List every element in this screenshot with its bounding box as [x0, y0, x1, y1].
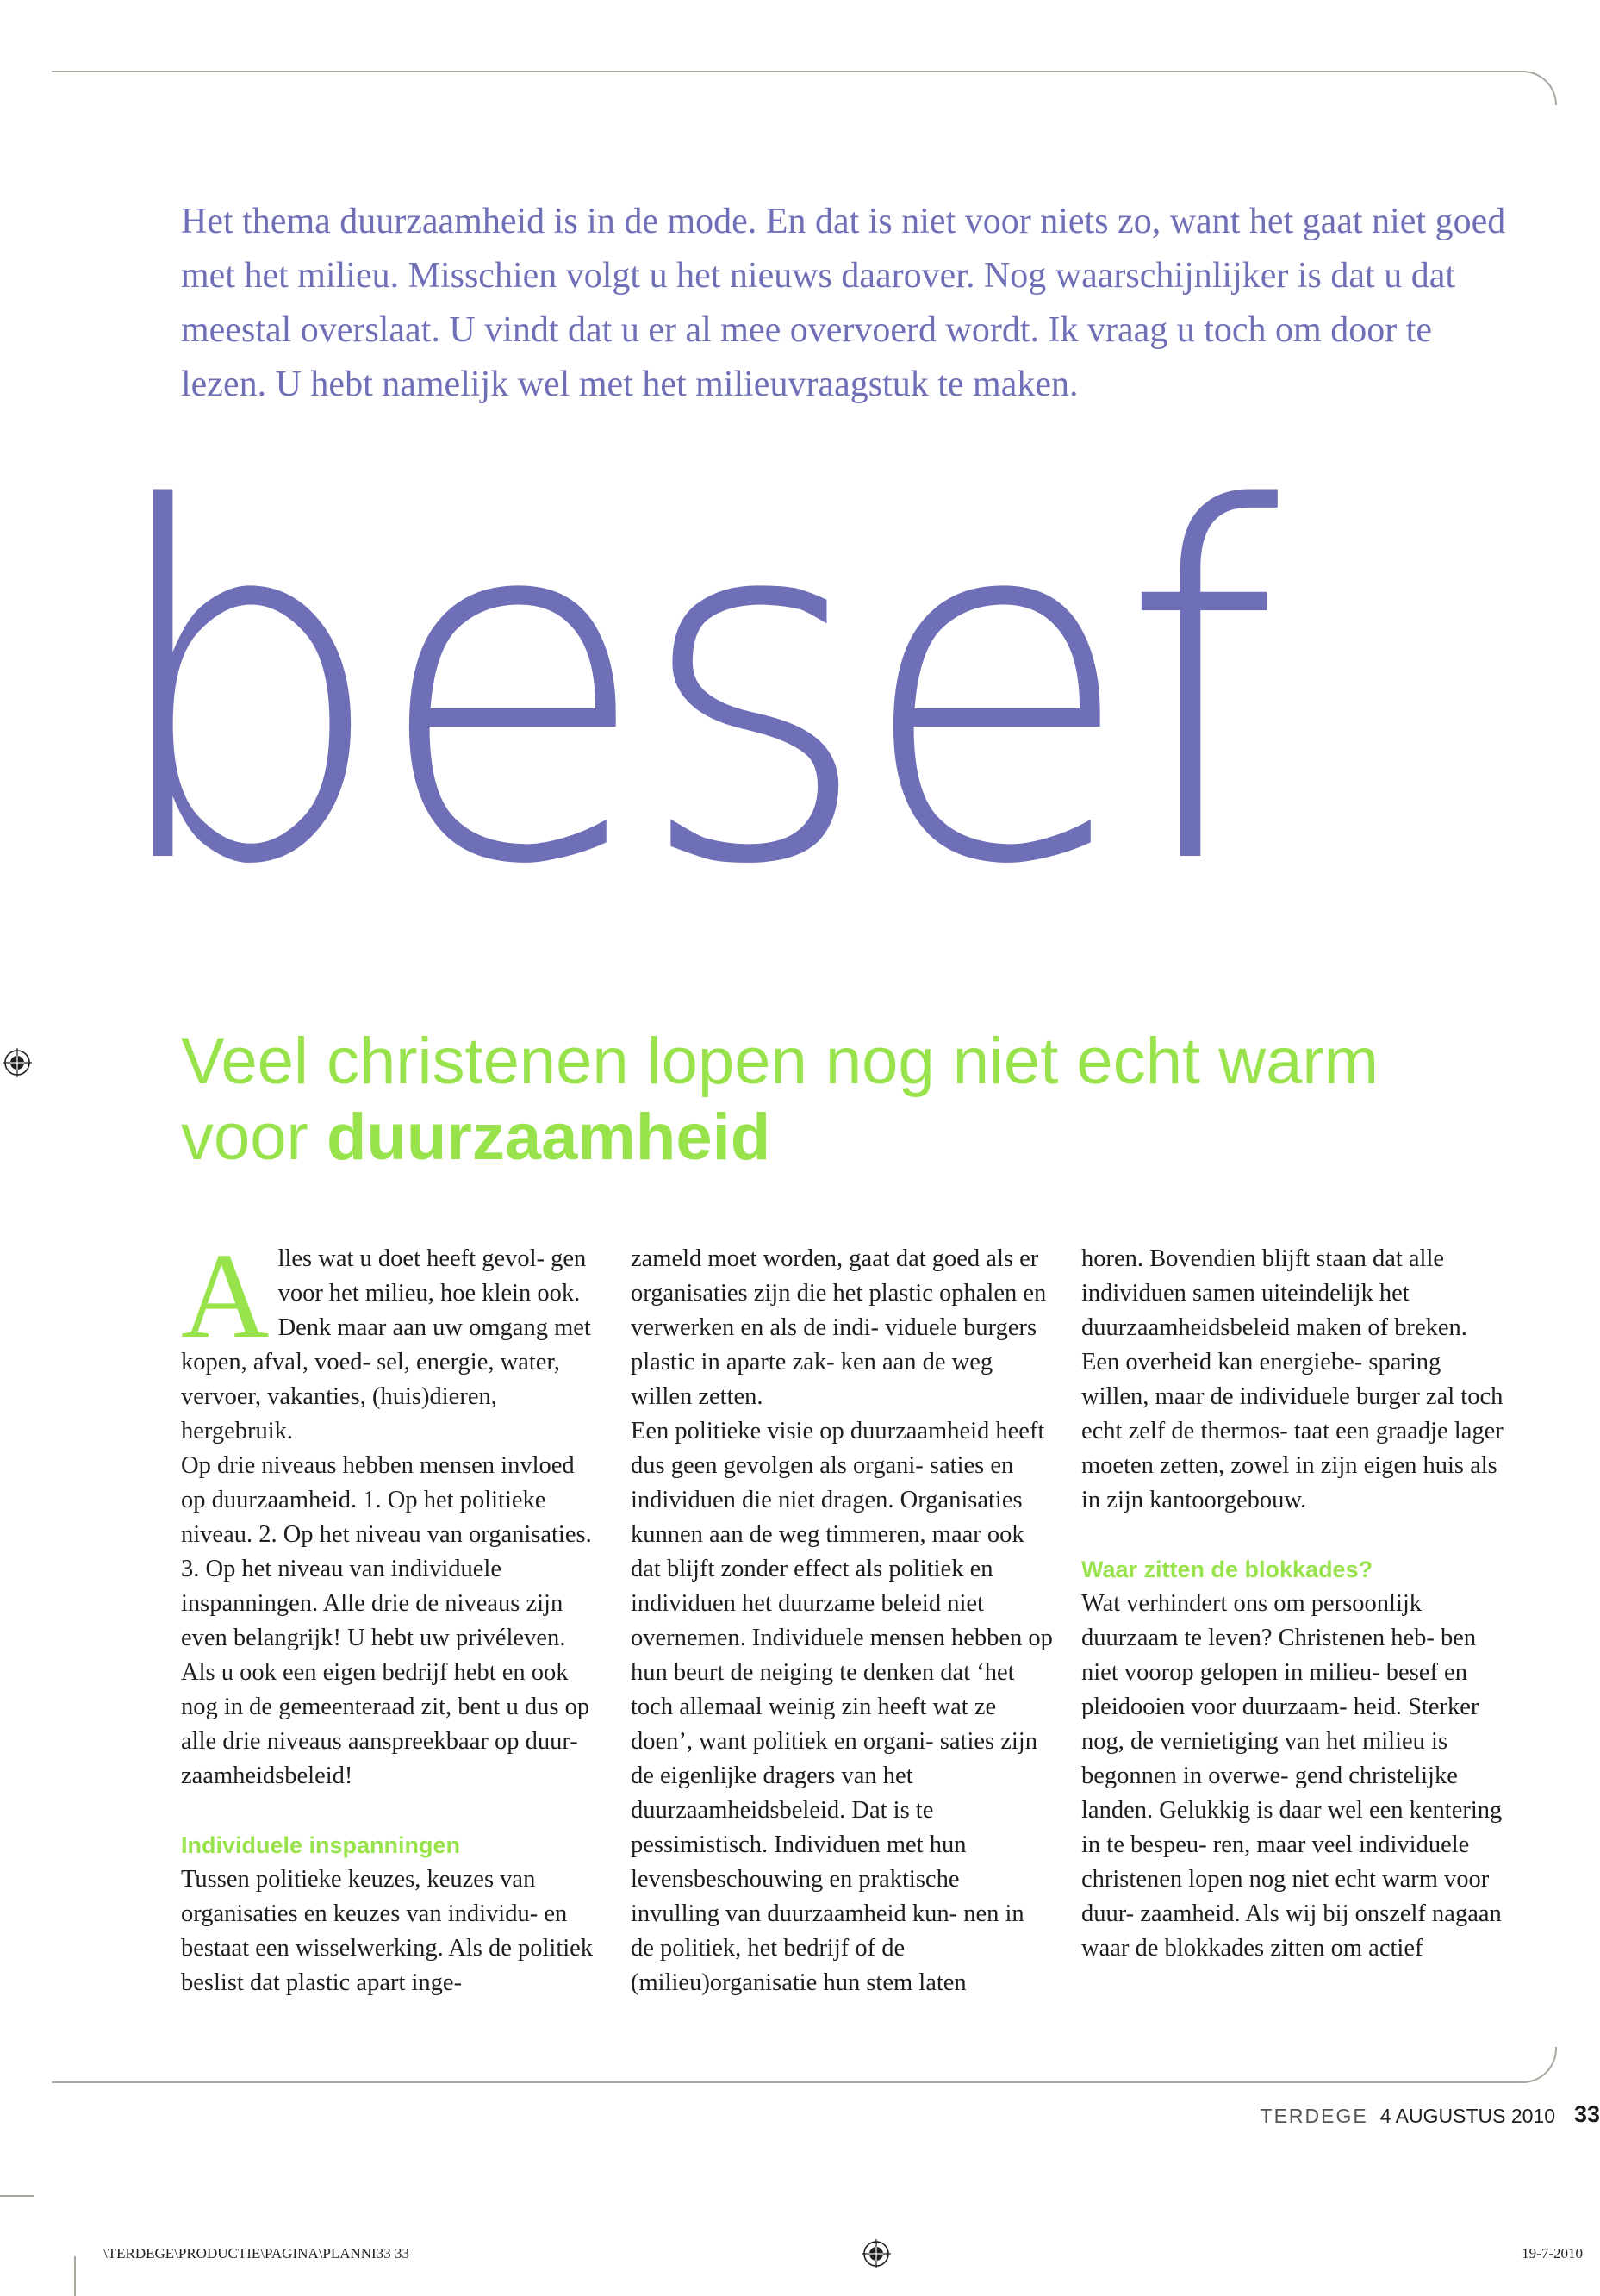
column1-paragraph-2: Op drie niveaus hebben mensen invloed op duurzaamheid. 1. Op het politieke niveau. 2. Op het niveau van organisaties. 3. Op het niveau van individuele inspanningen. Alle drie de niveaus zijn even belangrijk! U hebt uw privéleven. Als u ook een eigen bedrijf hebt en ook nog in de gemeenteraad zit, bent u dus op alle drie niveaus aanspreekbaar op duur- zaamheidsbeleid!: [181, 1452, 592, 1789]
article-column-2: [631, 1242, 1053, 2000]
display-word: besef: [102, 409, 1267, 970]
column3-paragraph-2: Wat verhindert ons om persoonlijk duurzaam te leven? Christenen heb- ben niet voorop gelopen in milieu- besef en pleidooien voor duurzaam- heid. Sterker nog, de vernietiging van het milieu is begonnen in overwe- gend christelijke landen. Gelukkig is daar wel een kentering in te bespeu- ren, maar veel individuele christenen lopen nog niet echt warm voor duur- zaamheid. Als wij bij onszelf nagaan waar de blokkades zitten om actief: [1081, 1590, 1503, 1962]
issue-date: 4 AUGUSTUS 2010: [1379, 2105, 1555, 2127]
intro-paragraph: Het thema duurzaamheid is in de mode. En dat is niet voor niets zo, want het gaat niet goed met het milieu. Misschien volgt u het nieuws daarover. Nog waarschijnlijker is dat u dat meestal overslaat. U vindt dat u er al mee overvoerd wordt. Ik vraag u toch om door te lezen. U hebt namelijk wel met het milieuvraagstuk te maken.: [181, 202, 1506, 404]
print-slug-path: \TERDEGE\PRODUCTIE\PAGINA\PLANNI33 33: [103, 2245, 409, 2262]
registration-mark-icon: [3, 1048, 32, 1077]
trim-line-top: [52, 71, 1557, 105]
article-column-1: [181, 1227, 603, 2000]
column2-paragraph-1: zameld moet worden, gaat dat goed als er organisaties zijn die het plastic ophalen en verwerken en als de indi- viduele burgers plastic in aparte zak- ken aan de weg willen zetten.: [631, 1245, 1047, 1410]
publication-name: TERDEGE: [1260, 2105, 1368, 2127]
trim-line-bottom: [52, 2047, 1557, 2083]
column1-paragraph-3: Tussen politieke keuzes, keuzes van organisaties en keuzes van individu- en bestaat een wisselwerking. Als de politiek beslist dat plastic apart inge-: [181, 1866, 594, 1996]
headline-line1: Veel christenen lopen nog niet echt warm: [181, 1025, 1379, 1098]
column3-paragraph-1: horen. Bovendien blijft staan dat alle individuen samen uiteindelijk het duurzaamheidsbeleid maken of breken. Een overheid kan energiebe- sparing willen, maar de individuele burger zal toch echt zelf de thermos- taat een graadje lager moeten zetten, zowel in zijn eigen huis als in zijn kantoorgebouw.: [1081, 1245, 1504, 1513]
subhead-waar-zitten-de-blokkades: Waar zitten de blokkades?: [1081, 1557, 1373, 1582]
crop-mark-bottom: [74, 2256, 76, 2296]
headline: [181, 1024, 1525, 1176]
subhead-individuele-inspanningen: Individuele inspanningen: [181, 1832, 461, 1858]
headline-line2-bold: duurzaamheid: [326, 1101, 771, 1174]
drop-cap: A: [181, 1227, 270, 1363]
column1-paragraph-1: lles wat u doet heeft gevol- gen voor het milieu, hoe klein ook. Denk maar aan uw omgang met kopen, afval, voed- sel, energie, water, vervoer, vakanties, (huis)dieren, hergebruik.: [181, 1245, 591, 1444]
registration-mark-icon: [862, 2239, 891, 2268]
article-column-3: [1081, 1242, 1504, 1966]
column2-paragraph-2: Een politieke visie op duurzaamheid heeft dus geen gevolgen als organi- saties en individuen die niet dragen. Organisaties kunnen aan de weg timmeren, maar ook dat blijft zonder effect als politiek en individuen het duurzame beleid niet overnemen. Individuele mensen hebben op hun beurt de neiging te denken dat ‘het toch allemaal weinig zin heeft wat ze doen’, want politiek en organi- saties zijn de eigenlijke dragers van het duurzaamheidsbeleid. Dat is te pessimistisch. Individuen met hun levensbeschouwing en praktische invulling van duurzaamheid kun- nen in de politiek, het bedrijf of de (milieu)organisatie hun stem laten: [631, 1418, 1053, 1996]
crop-mark-left: [0, 2195, 34, 2197]
page-footer: [1260, 2101, 1600, 2128]
print-slug-date: 19-7-2010: [1522, 2245, 1583, 2262]
page-number: 33: [1574, 2101, 1600, 2127]
headline-line2-prefix: voor: [181, 1101, 327, 1174]
